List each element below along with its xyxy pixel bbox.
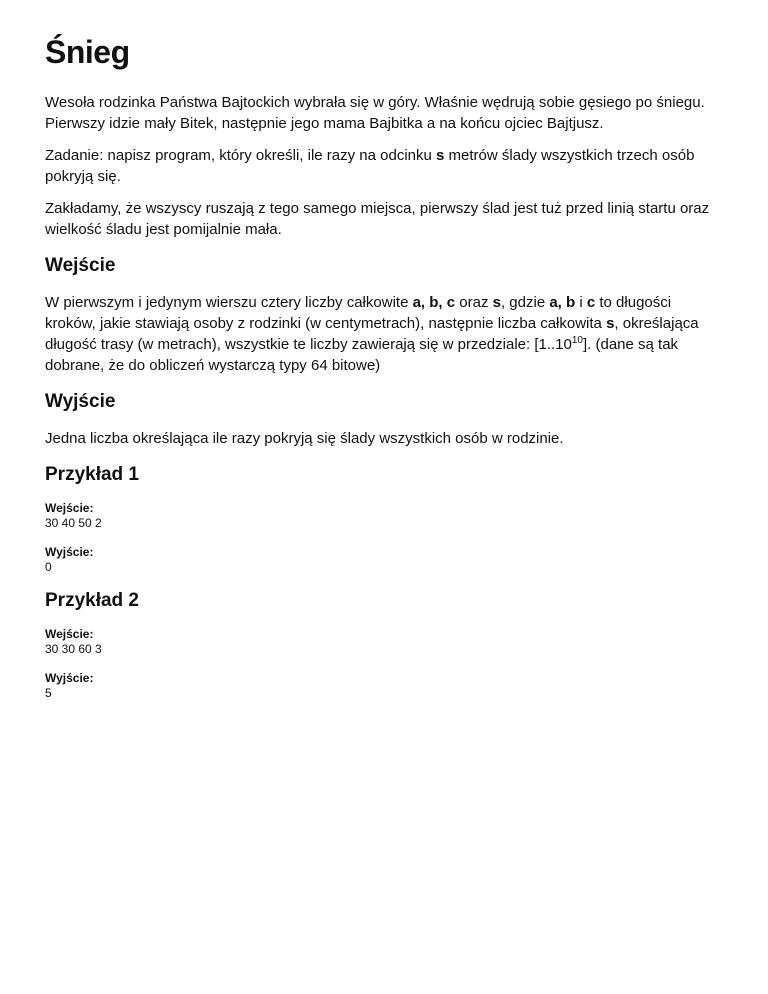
input-bold-3: a, b xyxy=(549,294,576,311)
input-text-7: ]. (dane są tak dobrane, że do obliczeń wystarczą typy 64 bitowe) xyxy=(45,336,679,374)
output-section xyxy=(45,390,723,449)
input-exponent: 10 xyxy=(571,335,583,346)
input-text-6: , określająca długość trasy (w metrach), wszystkie te liczby zawierają się w przedziale: [1..10 xyxy=(45,315,699,353)
intro-paragraph-1: Wesoła rodzinka Państwa Bajtockich wybrała się w góry. Właśnie wędrują sobie gęsiego po śniegu. Pierwszy idzie mały Bitek, następnie jego mama Bajbitka a na końcu ojciec Bajtjusz. xyxy=(45,94,705,132)
input-bold-4: c xyxy=(586,294,596,311)
example-1-output-value: 0 xyxy=(45,560,52,574)
input-text-4: i xyxy=(575,294,587,311)
example-1-input-label: Wejście: xyxy=(45,501,94,515)
input-text-5: to długości kroków, jakie stawiają osoby z rodzinki (w centymetrach), następnie liczba całkowita xyxy=(45,294,672,332)
example-1-output-label: Wyjście: xyxy=(45,545,94,559)
input-text-3: , gdzie xyxy=(500,294,550,311)
example-2-heading: Przykład 2 xyxy=(45,590,139,611)
input-bold-1: a, b, c xyxy=(412,294,456,311)
intro-p2-text-b: metrów ślady wszystkich trzech osób pokryją się. xyxy=(45,147,695,185)
input-bold-5: s xyxy=(606,315,615,332)
input-heading: Wejście xyxy=(45,255,116,276)
example-1-output-block xyxy=(45,545,723,575)
input-bold-2: s xyxy=(492,294,501,311)
example-2 xyxy=(45,589,723,701)
example-2-input-block xyxy=(45,627,723,657)
example-2-input-value: 30 30 60 3 xyxy=(45,642,102,656)
output-description: Jedna liczba określająca ile razy pokryją się ślady wszystkich osób w rodzinie. xyxy=(45,430,564,447)
input-description xyxy=(45,292,723,376)
example-1-heading: Przykład 1 xyxy=(45,464,139,485)
intro-p2-text-a: Zadanie: napisz program, który określi, ile razy na odcinku xyxy=(45,147,437,164)
example-2-output-value: 5 xyxy=(45,686,52,700)
example-1-input-block xyxy=(45,501,723,531)
example-2-input-label: Wejście: xyxy=(45,627,94,641)
example-1-input-value: 30 40 50 2 xyxy=(45,516,102,530)
input-section xyxy=(45,254,723,376)
intro-paragraph-2 xyxy=(45,145,723,187)
example-1 xyxy=(45,463,723,575)
example-2-output-block xyxy=(45,671,723,701)
output-heading: Wyjście xyxy=(45,391,116,412)
page-title: Śnieg xyxy=(45,34,130,70)
input-text-1: W pierwszym i jedynym wierszu cztery liczby całkowite xyxy=(45,294,413,311)
example-2-output-label: Wyjście: xyxy=(45,671,94,685)
input-text-2: oraz xyxy=(455,294,493,311)
intro-p2-bold: s xyxy=(436,147,445,164)
intro-paragraph-3: Zakładamy, że wszyscy ruszają z tego samego miejsca, pierwszy ślad jest tuż przed linią startu oraz wielkość śladu jest pomijalnie mała. xyxy=(45,200,710,238)
